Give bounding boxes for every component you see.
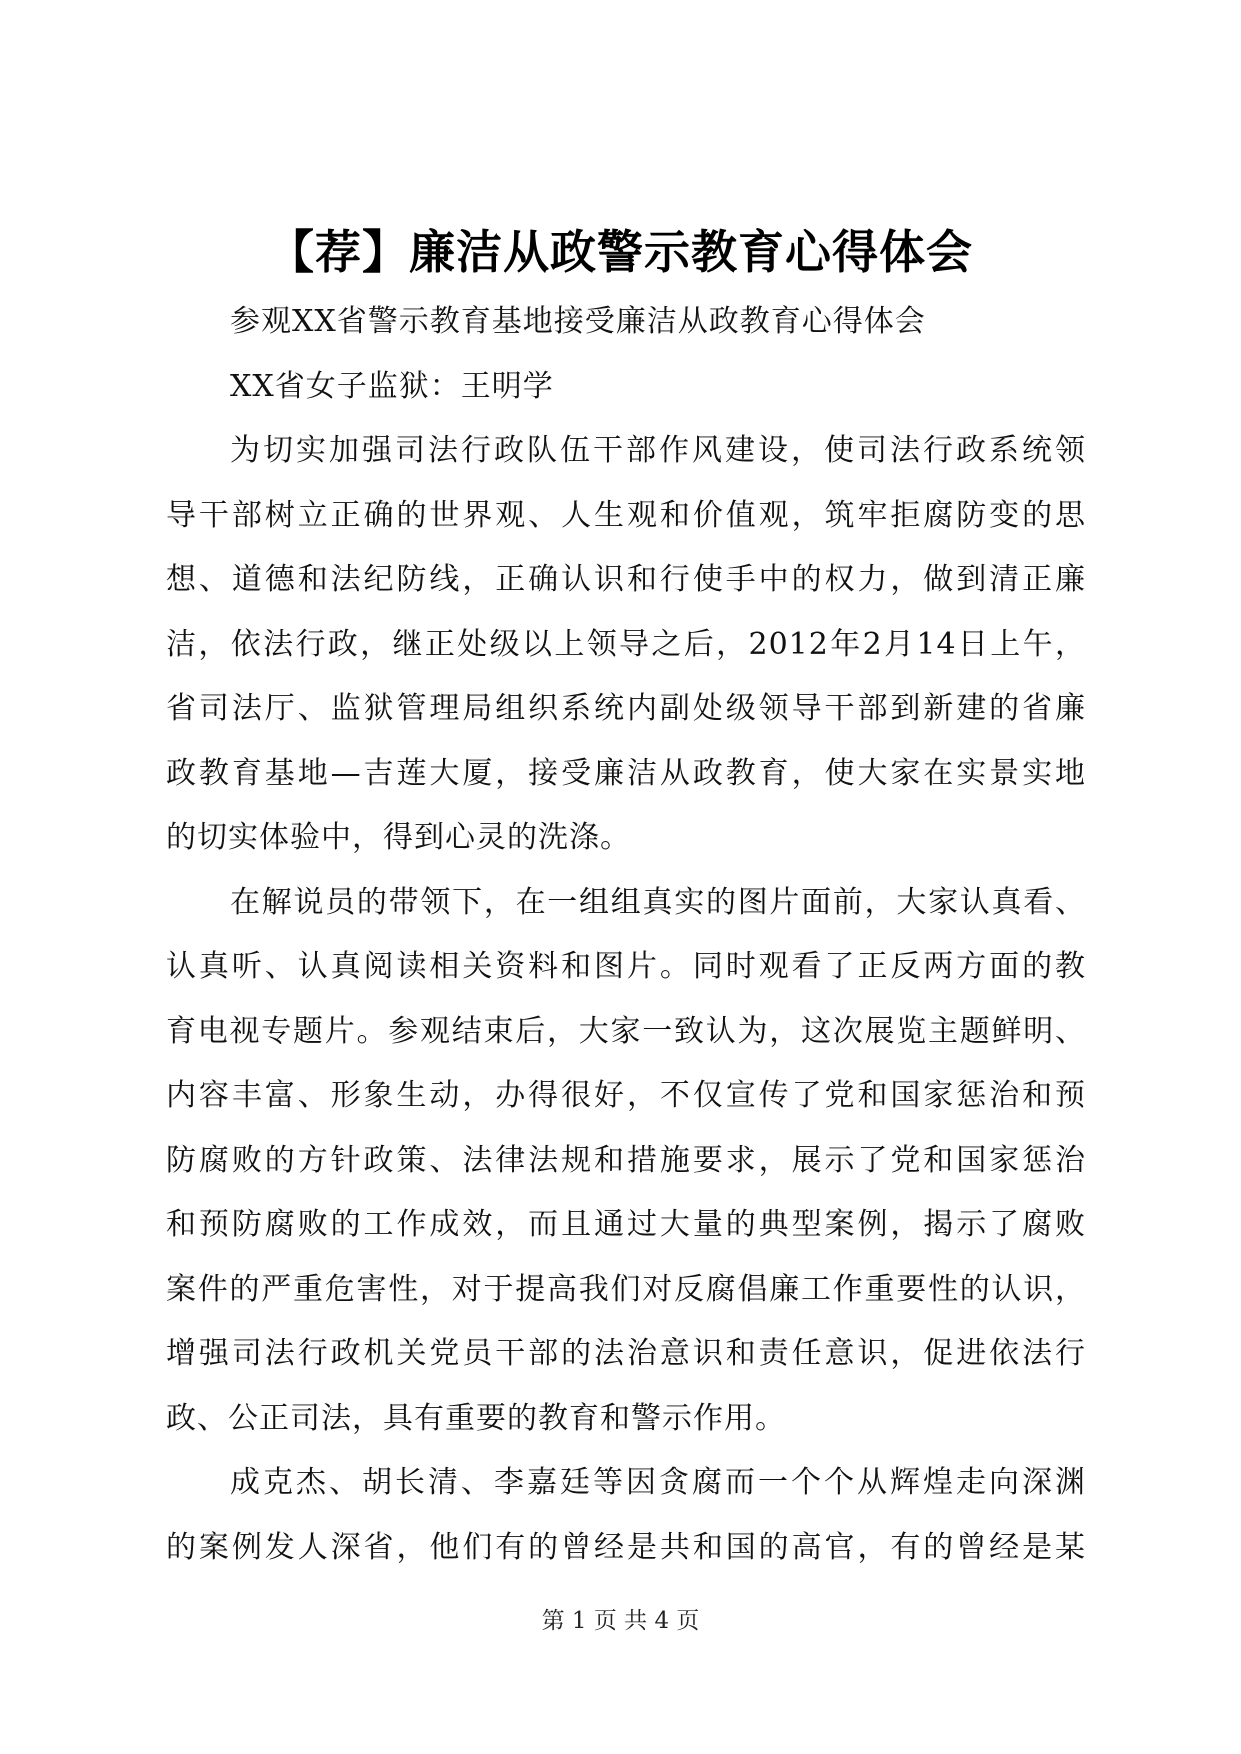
document-title: 【荐】廉洁从政警示教育心得体会: [268, 225, 973, 279]
paragraph-line: 育电视专题片。参观结束后，大家一致认为，这次展览主题鲜明、: [166, 1013, 1086, 1049]
paragraph-line: 省司法厅、监狱管理局组织系统内副处级领导干部到新建的省廉: [166, 691, 1086, 726]
paragraph-line: 内容丰富、形象生动，办得很好，不仅宣传了党和国家惩治和预: [166, 1078, 1086, 1113]
paragraph-line: 防腐败的方针政策、法律法规和措施要求，展示了党和国家惩治: [166, 1142, 1086, 1178]
author-line: XX省女子监狱：王明学: [230, 368, 554, 404]
page-number-footer: 第 1 页 共 4 页: [541, 1608, 700, 1634]
paragraph-line: 成克杰、胡长清、李嘉廷等因贪腐而一个个从辉煌走向深渊: [230, 1465, 1086, 1500]
paragraph-line: 在解说员的带领下，在一组组真实的图片面前，大家认真看、: [230, 884, 1086, 920]
paragraph-line: 案件的严重危害性，对于提高我们对反腐倡廉工作重要性的认识，: [166, 1271, 1086, 1307]
subtitle-line: 参观XX省警示教育基地接受廉洁从政教育心得体会: [230, 304, 926, 339]
paragraph-line: 认真听、认真阅读相关资料和图片。同时观看了正反两方面的教: [166, 949, 1086, 984]
paragraph-line: 为切实加强司法行政队伍干部作风建设，使司法行政系统领: [230, 433, 1086, 468]
paragraph-line: 增强司法行政机关党员干部的法治意识和责任意识，促进依法行: [166, 1336, 1086, 1371]
paragraph-line: 洁，依法行政，继正处级以上领导之后，2012年2月14日上午，: [166, 626, 1086, 662]
document-body: [166, 290, 1086, 1580]
paragraph-line: 导干部树立正确的世界观、人生观和价值观，筑牢拒腐防变的思: [166, 497, 1086, 533]
paragraph-line: 和预防腐败的工作成效，而且通过大量的典型案例，揭示了腐败: [166, 1207, 1086, 1242]
paragraph-line: 政教育基地—吉莲大厦，接受廉洁从政教育，使大家在实景实地: [166, 755, 1086, 791]
paragraph-line: 政、公正司法，具有重要的教育和警示作用。: [166, 1400, 786, 1436]
paragraph-line: 的切实体验中，得到心灵的洗涤。: [166, 820, 631, 855]
paragraph-line: 的案例发人深省，他们有的曾经是共和国的高官，有的曾经是某: [166, 1529, 1086, 1565]
paragraph-line: 想、道德和法纪防线，正确认识和行使手中的权力，做到清正廉: [166, 562, 1086, 597]
